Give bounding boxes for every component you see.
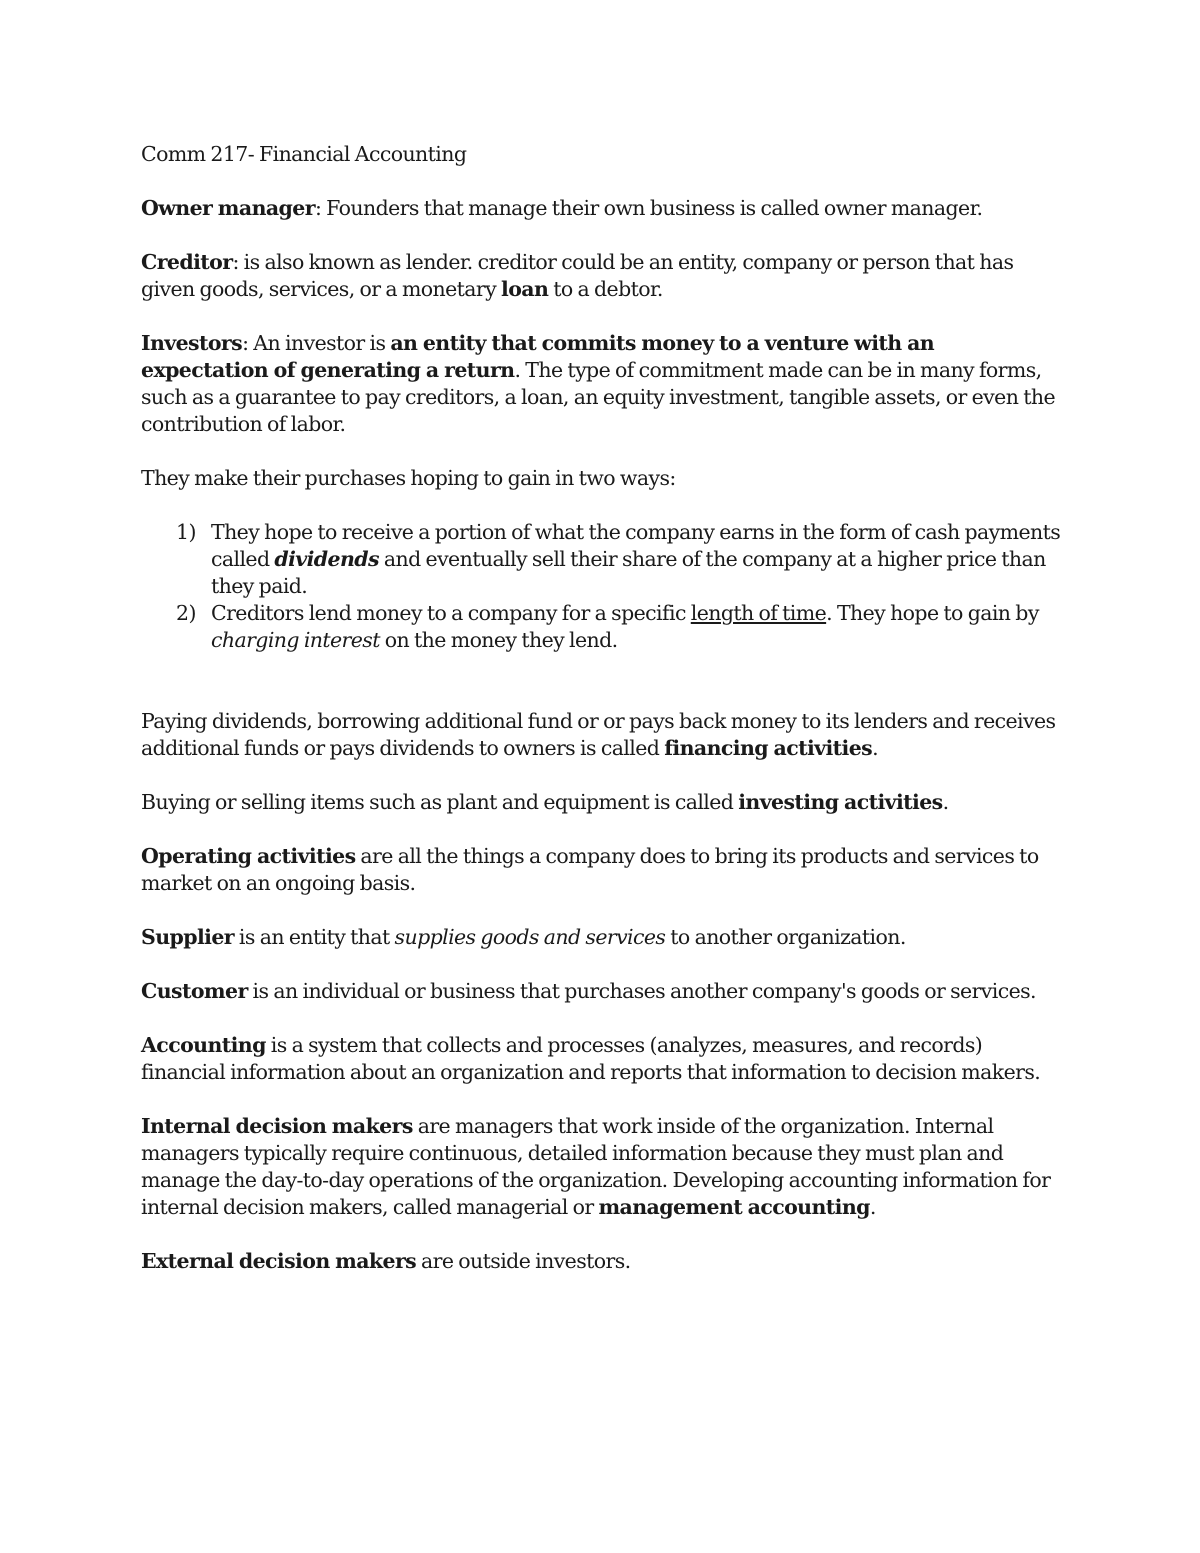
document-title: Comm 217- Financial Accounting bbox=[141, 142, 467, 166]
definition-customer: Customer is an individual or business that purchases another company's goods or services. bbox=[141, 979, 1036, 1003]
list-item: 1) They hope to receive a portion of what the company earns in the form of cash payments called dividends and eventually sell their share of the company at a higher price than they paid. bbox=[176, 520, 1061, 598]
definition-external-decision-makers: External decision makers are outside investors. bbox=[141, 1249, 631, 1273]
term-investors: Investors bbox=[141, 331, 243, 355]
italic-supplies-goods: supplies goods and services bbox=[394, 925, 666, 949]
underlined-length-of-time: length of time bbox=[690, 601, 827, 625]
definition-owner-manager: Owner manager: Founders that manage their own business is called owner manager. bbox=[141, 196, 983, 220]
definition-operating-activities: Operating activities are all the things a company does to bring its products and services to market on an ongoing basis. bbox=[141, 844, 1039, 895]
term-external-decision-makers: External decision makers bbox=[141, 1249, 417, 1273]
italic-charging-interest: charging interest bbox=[211, 628, 380, 652]
term-financing-activities: financing activities bbox=[664, 736, 873, 760]
investor-definition-bold: an entity that commits money to a venture with an expectation of generating a return bbox=[141, 331, 935, 382]
list-number: 1) bbox=[176, 520, 196, 544]
document-page bbox=[141, 141, 1061, 1302]
list-number: 2) bbox=[176, 601, 196, 625]
term-creditor: Creditor bbox=[141, 250, 233, 274]
term-dividends: dividends bbox=[274, 547, 379, 571]
definition-supplier: Supplier is an entity that supplies goods and services to another organization. bbox=[141, 925, 906, 949]
term-investing-activities: investing activities bbox=[738, 790, 943, 814]
term-supplier: Supplier bbox=[141, 925, 234, 949]
term-loan: loan bbox=[501, 277, 549, 301]
definition-accounting: Accounting is a system that collects and processes (analyzes, measures, and records) financial information about an organization and reports that information to decision makers. bbox=[141, 1033, 1041, 1084]
gain-intro: They make their purchases hoping to gain in two ways: bbox=[141, 466, 676, 490]
term-operating-activities: Operating activities bbox=[141, 844, 356, 868]
term-owner-manager: Owner manager bbox=[141, 196, 315, 220]
term-customer: Customer bbox=[141, 979, 248, 1003]
definition-financing-activities: Paying dividends, borrowing additional fund or or pays back money to its lenders and receives additional funds or pays dividends to owners is called financing activities. bbox=[141, 709, 1056, 760]
term-accounting: Accounting bbox=[141, 1033, 266, 1057]
definition-investors: Investors: An investor is an entity that commits money to a venture with an expectation of generating a return. The type of commitment made can be in many forms, such as a guarantee to pay creditors, a loan, an equity investment, tangible assets, or even the contribution of labor. bbox=[141, 331, 1055, 436]
definition-creditor: Creditor: is also known as lender. creditor could be an entity, company or person that has given goods, services, or a monetary loan to a debtor. bbox=[141, 250, 1014, 301]
term-management-accounting: management accounting bbox=[598, 1195, 870, 1219]
definition-investing-activities: Buying or selling items such as plant and equipment is called investing activities. bbox=[141, 790, 949, 814]
definition-internal-decision-makers: Internal decision makers are managers that work inside of the organization. Internal managers typically require continuous, detailed information because they must plan and manage the day-to-day operations of the organization. Developing accounting information for internal decision makers, called managerial or management accounting. bbox=[141, 1114, 1051, 1219]
list-item: 2) Creditors lend money to a company for a specific length of time. They hope to gain by charging interest on the money they lend. bbox=[176, 601, 1039, 652]
term-internal-decision-makers: Internal decision makers bbox=[141, 1114, 413, 1138]
gain-list bbox=[141, 519, 1061, 654]
